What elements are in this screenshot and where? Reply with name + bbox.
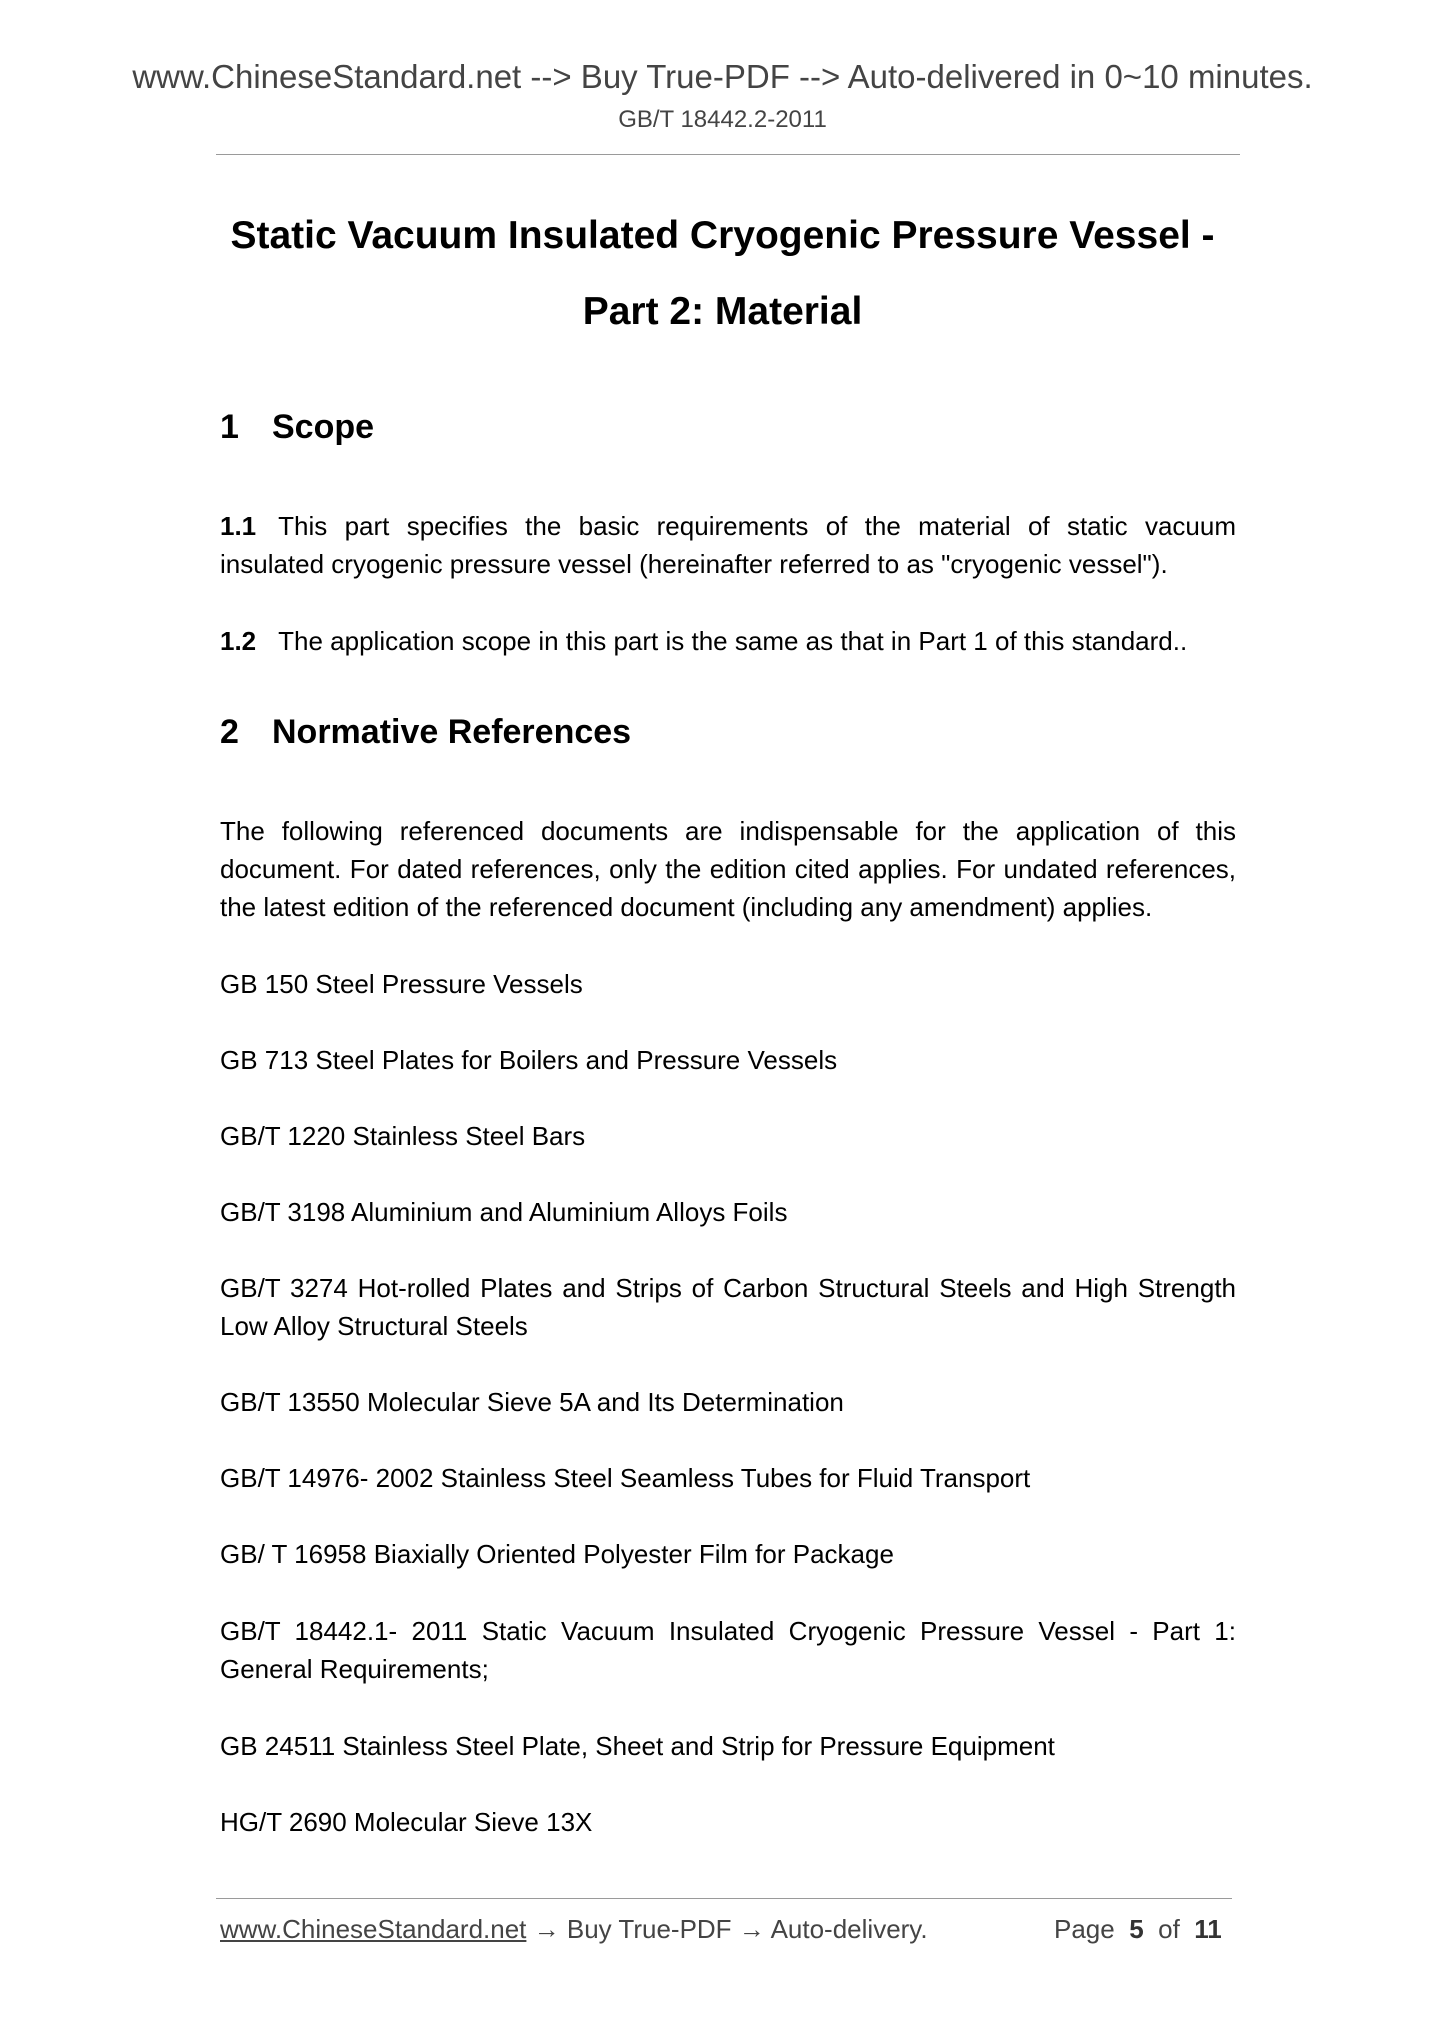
page-indicator <box>1054 1914 1222 1945</box>
reference-item: GB 713 Steel Plates for Boilers and Pressure Vessels <box>220 1045 838 1075</box>
reference-item: GB/T 18442.1- 2011 Static Vacuum Insulated Cryogenic Pressure Vessel - Part 1: General Requirements; <box>220 1616 1236 1684</box>
clause-text: This part specifies the basic requirements of the material of static vacuum insulated cryogenic pressure vessel (hereinafter referred to as "cryogenic vessel"). <box>220 511 1236 579</box>
reference-item: HG/T 2690 Molecular Sieve 13X <box>220 1807 593 1837</box>
reference-item: GB 24511 Stainless Steel Plate, Sheet and Strip for Pressure Equipment <box>220 1731 1055 1761</box>
document-title-line1: Static Vacuum Insulated Cryogenic Pressure Vessel - <box>230 214 1215 257</box>
header-standard-number: GB/T 18442.2-2011 <box>618 106 827 133</box>
page-label: Page <box>1054 1914 1115 1944</box>
page-of-label: of <box>1158 1914 1180 1944</box>
reference-item: GB/ T 16958 Biaxially Oriented Polyester Film for Package <box>220 1539 894 1569</box>
reference-item: GB 150 Steel Pressure Vessels <box>220 969 583 999</box>
footer-divider <box>216 1898 1232 1899</box>
header-banner: www.ChineseStandard.net --> Buy True-PDF --> Auto-delivered in 0~10 minutes. <box>132 58 1313 95</box>
clause-1-1 <box>220 507 1236 583</box>
footer-left <box>220 1914 928 1945</box>
clause-1-2 <box>220 622 1236 660</box>
header-divider <box>216 154 1240 155</box>
section-1-heading <box>220 408 374 447</box>
section-title: Normative References <box>272 713 632 751</box>
section-number: 1 <box>220 408 239 446</box>
section-number: 2 <box>220 713 239 751</box>
page-total: 11 <box>1194 1914 1222 1944</box>
document-title-line2: Part 2: Material <box>582 290 863 333</box>
reference-item: GB/T 14976- 2002 Stainless Steel Seamless Tubes for Fluid Transport <box>220 1463 1031 1493</box>
reference-item: GB/T 1220 Stainless Steel Bars <box>220 1121 586 1151</box>
reference-item: GB/T 3274 Hot-rolled Plates and Strips of Carbon Structural Steels and High Strength Low Alloy Structural Steels <box>220 1273 1236 1341</box>
clause-number: 1.2 <box>220 626 257 656</box>
page-number: 5 <box>1129 1914 1144 1944</box>
references-intro: The following referenced documents are indispensable for the application of this document. For dated references, only the edition cited applies. For undated references, the latest edition of the referenced document (including any amendment) applies. <box>220 816 1236 922</box>
reference-item: GB/T 13550 Molecular Sieve 5A and Its Determination <box>220 1387 844 1417</box>
section-title: Scope <box>272 408 375 446</box>
footer-site-link[interactable]: www.ChineseStandard.net <box>220 1914 527 1944</box>
clause-number: 1.1 <box>220 511 257 541</box>
reference-item: GB/T 3198 Aluminium and Aluminium Alloys Foils <box>220 1197 788 1227</box>
section-2-heading <box>220 713 631 752</box>
footer-tagline: → Buy True-PDF → Auto-delivery. <box>526 1914 928 1944</box>
clause-text: The application scope in this part is the same as that in Part 1 of this standard.. <box>278 626 1188 656</box>
